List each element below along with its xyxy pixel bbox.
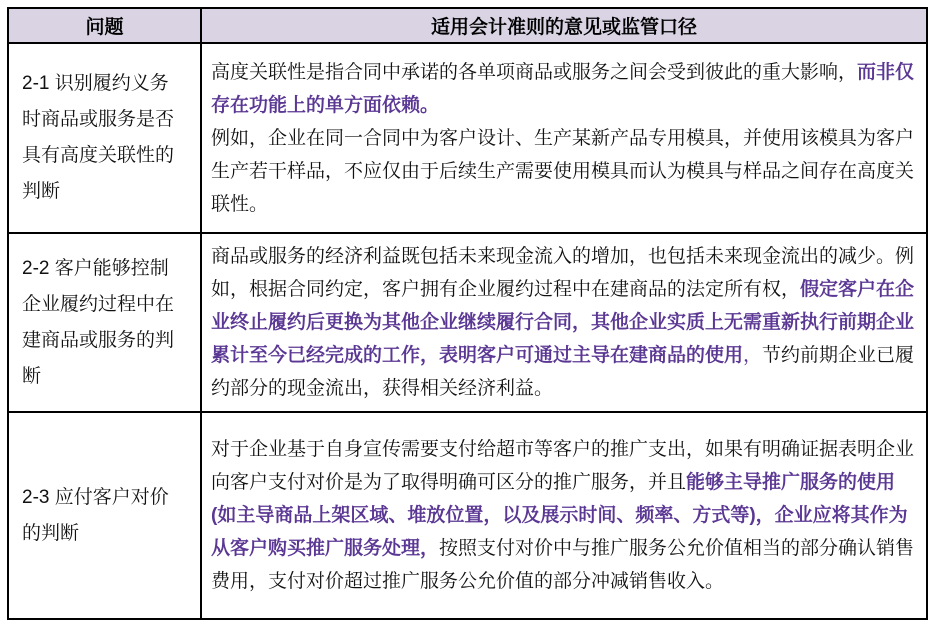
paragraph: [211, 122, 917, 221]
table-row: [8, 43, 927, 233]
opinion-cell: [201, 43, 927, 233]
text-segment: 对于企业基于自身宣传需要支付给超市等客户的推广支出，如果有明确证据表明企业向客户支付对价是为了取得明确可区分的推广服务，并且: [211, 439, 915, 493]
table-row: [8, 412, 927, 619]
text-segment: 高度关联性是指合同中承诺的各单项商品或服务之间会受到彼此的重大影响，: [211, 61, 858, 83]
accounting-guidance-table: [7, 7, 928, 620]
paragraph: [211, 433, 917, 598]
text-segment: 节约前期企业已履约部分的现金流出，获得相关经济利益。: [211, 345, 915, 399]
opinion-cell: [201, 412, 927, 619]
highlighted-text-segment: ，: [743, 345, 763, 366]
paragraph: [211, 240, 917, 405]
paragraph: [211, 56, 917, 122]
text-segment: 按照支付对价中与推广服务公允价值相当的部分确认销售费用，支付对价超过推广服务公允价值的部分冲减销售收入。: [211, 538, 915, 592]
header-opinion: 适用会计准则的意见或监管口径: [201, 8, 927, 43]
text-segment: 例如，企业在同一合同中为客户设计、生产某新产品专用模具，并使用该模具为客户生产若干样品，不应仅由于后续生产需要使用模具而认为模具与样品之间存在高度关联性。: [211, 127, 915, 215]
highlighted-text-segment: 能够主导推广服务的使用 (如主导商品上架区域、堆放位置，以及展示时间、频率、方式等)，企业应将其作为从客户购买推广服务处理，: [211, 472, 908, 559]
opinion-cell: [201, 233, 927, 412]
highlighted-text-segment: 假定客户在企业终止履约后更换为其他企业继续履行合同，其他企业实质上无需重新执行前期企业累计至今已经完成的工作，表明客户可通过主导在建商品的使用: [211, 279, 915, 366]
question-cell: 2-3 应付客户对价的判断: [8, 412, 201, 619]
header-question: 问题: [8, 8, 201, 43]
question-cell: 2-2 客户能够控制企业履约过程中在建商品或服务的判断: [8, 233, 201, 412]
text-segment: 商品或服务的经济利益既包括未来现金流入的增加，也包括未来现金流出的减少。例如，根据合同约定，客户拥有企业履约过程中在建商品的法定所有权，: [211, 246, 915, 300]
highlighted-text-segment: 而非仅存在功能上的单方面依赖。: [211, 61, 915, 116]
header-row: [8, 8, 927, 43]
question-cell: 2-1 识别履约义务时商品或服务是否具有高度关联性的判断: [8, 43, 201, 233]
table-row: [8, 233, 927, 412]
